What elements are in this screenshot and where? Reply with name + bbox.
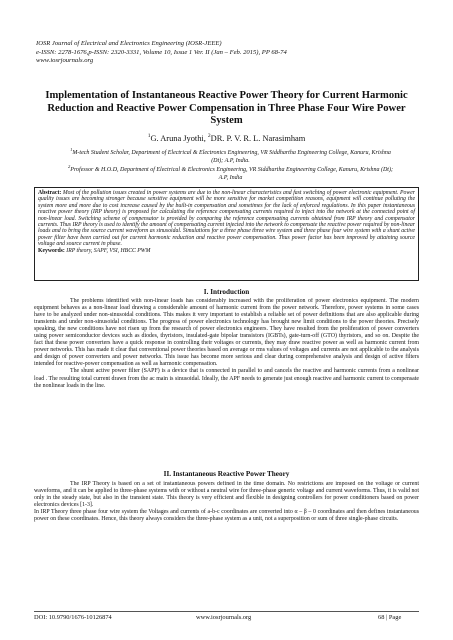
footer-divider [34, 611, 419, 612]
author2-name: DR. P. V. R. L. Narasimham [210, 133, 306, 143]
footer-website[interactable]: www.iosrjournals.org [196, 614, 252, 621]
author-line [40, 133, 413, 143]
section-1-heading: I. Introduction [203, 288, 250, 296]
journal-issn: e-ISSN: 2278-1676,p-ISSN: 2320-3331, Volume 10, Issue 1 Ver. II (Jan – Feb. 2015), PP 68-74 [36, 48, 287, 56]
paper-title: Implementation of Instantaneous Reactive Power Theory for Current Harmonic Reduction and Reactive Power Compensation in Three Phase Four Wire Power System [45, 90, 408, 127]
affiliation-2 [68, 163, 393, 182]
author2-superscript: 2 [207, 133, 211, 139]
abstract-text: Most of the pollution issues created in power systems are due to the non-linear characteristics and fast switching of power electronic equipment. Power quality issues are becoming stronger because sensitive equipment will be more sensitive for market competition reasons, equipment will continue polluting the system more and more due to cost increase caused by the built-in compensation and sometimes for the lack of enforced regulations. In this paper instantaneous reactive power theory (IRP theory) is proposed for calculating the reference compensating currents required to inject into the network at the connected point of non-linear load. Switching scheme of compensator is provided by comparing the reference compensating currents obtained from IRP theory and compensator currents. Thus IRP theory is used to identify the amount of compensating current injected into the network to compensate the reactive power required by non-linear loads and to bring the source current waveform as sinusoidal. Simulations for a three phase three wire system and three phase four wire system with a shunt active power filter have been carried out for current harmonic reduction and reactive power compensation. Thus power factor has been improved by attaining source voltage and source current in phase. [38, 190, 415, 248]
abstract-label: Abstract: [38, 190, 62, 196]
keywords-line [38, 248, 415, 254]
journal-header [36, 40, 287, 66]
author1-superscript: 1 [147, 133, 151, 139]
section-1-paragraph-2: The shunt active power filter (SAPF) is a device that is connected in parallel to and cancels the reactive and harmonic currents from a nonlinear load . The resulting total current drawn from the ac main is sinusoidal. Ideally, the APF needs to generate just enough reactive and harmonic current to compensate the nonlinear loads in the line. [34, 368, 419, 389]
footer-doi[interactable]: DOI: 10.9790/1676-10126874 [34, 614, 112, 621]
affiliation-2-superscript: 2 [68, 164, 71, 169]
keywords-text: IRP theory, SAPF, VSI, HBCC PWM [64, 247, 151, 254]
footer-page-number: 68 | Page [378, 614, 402, 621]
section-1-paragraph-1: The problems identified with non-linear loads has considerably increased with the proliferation of power electronics equipment. The modern equipment behaves as a non-linear load drawing a considerable amount of harmonic current from the power network. Therefore, power systems in some cases have to be analyzed under non-sinusoidal conditions. This makes it very important to establish a reliable set of power definitions that are also applicable during transients and under non-sinusoidal conditions. The progress of power electronics technology has brought new limit conditions to the power theories. Precisely speaking, the new conditions have not risen up from the research of power electronics engineers. They have resulted from the proliferation of power converters using power semiconductor devices such as diodes, thyristors, insulated-gate bipolar transistors (IGBTs), gate-turn-off (GTO) thyristors, and so on. Despite the fact that these power converters have a quick response in controlling their voltages or currents, they may draw reactive power as well as harmonic current from power networks. This has made it clear that conventional power theories based on average or rms values of voltages and currents are not applicable to the analysis and design of power converters and power networks. This issue has become more serious and clear during comprehensive analysis and design of active filters intended for reactive-power compensation as well as harmonic compensation. [34, 298, 419, 368]
journal-website[interactable]: www.iosrjournals.org [36, 57, 94, 65]
affiliation-1-superscript: 1 [70, 147, 73, 152]
author1-name: G. Aruna Jyothi, [150, 133, 208, 143]
section-2-heading: II. Instantaneous Reactive Power Theory [163, 470, 290, 478]
section-2-paragraph-1: The IRP Theory is based on a set of instantaneous powers defined in the time domain. No restrictions are imposed on the voltage or current waveforms, and it can be applied to three-phase systems with or without a neutral wire for three-phase generic voltage and current waveforms. Thus, it is valid not only in the steady state, but also in the transient state. This theory is very efficient and flexible in designing controllers for power conditioners based on power electronics devices [1-3]. [34, 481, 419, 509]
section-1-body [34, 298, 419, 466]
section-2-paragraph-2: In IRP Theory three phase four wire system the Voltages and currents of a-b-c coordinates are converted into α – β – 0 coordinates and then defines instantaneous power on these coordinates. Hence, this theory always considers the three-phase system as a unit, not a superposition or sum of three single-phase circuits. [34, 509, 419, 523]
journal-name: IOSR Journal of Electrical and Electronics Engineering (IOSR-JEEE) [36, 40, 222, 47]
affiliation-1-text: M-tech Student Scholar, Department of Electrical & Electronics Engineering, VR Siddhartha Engineering College, Kanuru, Krishna (Dt); A.P, India. [72, 150, 391, 164]
keywords-label: Keywords: [38, 247, 65, 254]
section-2-body [34, 481, 419, 591]
abstract-box [34, 187, 419, 281]
affiliation-2-text: Professor & H.O.D, Department of Electrical & Electronics Engineering, VR Siddhartha Engineering College, Kanuru, Krishna (Dt); A.P, India [70, 167, 393, 181]
